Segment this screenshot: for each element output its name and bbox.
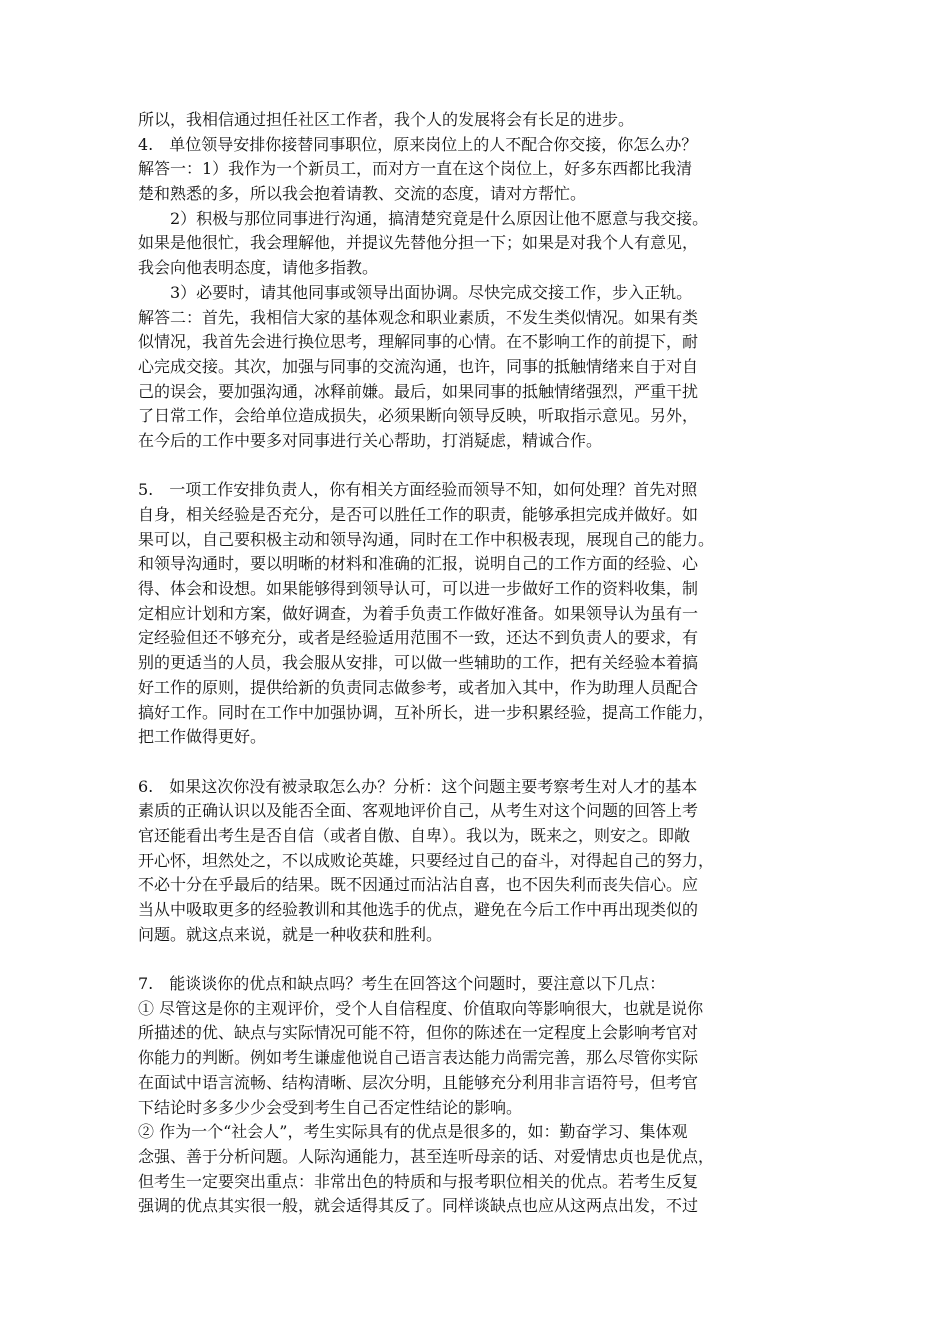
text-line: 别的更适当的人员，我会服从安排，可以做一些辅助的工作，把有关经验本着搞	[138, 653, 699, 673]
text-line: 在今后的工作中要多对同事进行关心帮助，打消疑虑，精诚合作。	[138, 430, 603, 450]
question-5-section	[138, 478, 814, 750]
text-line: 心完成交接。其次，加强与同事的交流沟通，也许，同事的抵触情绪来自于对自	[138, 356, 699, 376]
paragraph-spacer	[138, 750, 814, 775]
text-line: 不必十分在乎最后的结果。既不因通过而沾沾自喜，也不因失利而丧失信心。应	[138, 875, 699, 895]
text-line: 在面试中语言流畅、结构清晰、层次分明，且能够充分利用非言语符号，但考官	[138, 1072, 699, 1092]
text-line: 搞好工作。同时在工作中加强协调，互补所长，进一步积累经验，提高工作能力，	[138, 702, 715, 722]
intro-paragraph	[138, 108, 814, 133]
text-line: 但考生一定要突出重点：非常出色的特质和与报考职位相关的优点。若考生反复	[138, 1171, 699, 1191]
text-line: 所以，我相信通过担任社区工作者，我个人的发展将会有长足的进步。	[138, 110, 635, 129]
text-line: 你能力的判断。例如考生谦虚他说自己语言表达能力尚需完善，那么尽管你实际	[138, 1048, 699, 1068]
text-line: 下结论时多多少少会受到考生自己否定性结论的影响。	[138, 1097, 523, 1117]
text-line: ② 作为一个“社会人”，考生实际具有的优点是很多的，如：勤奋学习、集体观	[138, 1122, 688, 1142]
text-line: 己的误会，要加强沟通，冰释前嫌。最后，如果同事的抵触情绪强烈，严重干扰	[138, 381, 699, 401]
text-line: 如果是他很忙，我会理解他，并提议先替他分担一下；如果是对我个人有意见，	[138, 233, 699, 253]
text-line: 所描述的优、缺点与实际情况可能不符，但你的陈述在一定程度上会影响考官对	[138, 1023, 699, 1043]
text-line: 强调的优点其实很一般，就会适得其反了。同样谈缺点也应从这两点出发，不过	[138, 1196, 699, 1216]
text-line: 素质的正确认识以及能否全面、客观地评价自己，从考生对这个问题的回答上考	[138, 801, 699, 821]
text-line: 和领导沟通时，要以明晰的材料和准确的汇报，说明自己的工作方面的经验、心	[138, 554, 699, 574]
text-line: 念强、善于分析问题。人际沟通能力，甚至连听母亲的话、对爱情忠贞也是优点，	[138, 1146, 715, 1166]
text-line: 我会向他表明态度，请他多指教。	[138, 258, 379, 278]
text-line: 好工作的原则，提供给新的负责同志做参考，或者加入其中，作为助理人员配合	[138, 677, 699, 697]
question-4-heading: 4. 单位领导安排你接替同事职位，原来岗位上的人不配合你交接，你怎么办？	[138, 134, 698, 154]
text-line: 了日常工作，会给单位造成损失，必须果断向领导反映，听取指示意见。另外，	[138, 406, 699, 426]
text-line: 得、体会和设想。如果能够得到领导认可，可以进一步做好工作的资料收集，制	[138, 579, 699, 599]
question-6-section	[138, 775, 814, 948]
question-6-heading: 6. 如果这次你没有被录取怎么办？分析：这个问题主要考察考生对人才的基本	[138, 776, 698, 796]
text-line: 自身，相关经验是否充分，是否可以胜任工作的职责，能够承担完成并做好。如	[138, 505, 699, 524]
question-7-heading: 7. 能谈谈你的优点和缺点吗？考生在回答这个问题时，要注意以下几点：	[138, 974, 666, 994]
text-line: 解答二：首先，我相信大家的基体观念和职业素质，不发生类似情况。如果有类	[138, 307, 699, 327]
question-4-section	[138, 133, 814, 454]
text-line: 问题。就这点来说，就是一种收获和胜利。	[138, 924, 443, 944]
text-line: 开心怀，坦然处之，不以成败论英雄，只要经过自己的奋斗，对得起自己的努力，	[138, 850, 715, 870]
text-line: 3）必要时，请其他同事或领导出面协调。尽快完成交接工作，步入正轨。	[138, 282, 693, 302]
text-line: 楚和熟悉的多，所以我会抱着请教、交流的态度，请对方帮忙。	[138, 184, 587, 204]
question-5-heading: 5. 一项工作安排负责人，你有相关方面经验而领导不知，如何处理？首先对照	[138, 480, 698, 500]
text-line: 解答一：1）我作为一个新员工，而对方一直在这个岗位上，好多东西都比我清	[138, 159, 693, 179]
text-line: 当从中吸取更多的经验教训和其他选手的优点，避免在今后工作中再出现类似的	[138, 900, 699, 919]
question-7-section	[138, 972, 814, 1219]
text-line: 官还能看出考生是否自信（或者自傲、自卑）。我以为，既来之，则安之。即敞	[138, 825, 691, 845]
text-line: 似情况，我首先会进行换位思考，理解同事的心情。在不影响工作的前提下，耐	[138, 332, 699, 352]
text-line: 2）积极与那位同事进行沟通，搞清楚究竟是什么原因让他不愿意与我交接。	[138, 208, 709, 228]
text-line: 定经验但还不够充分，或者是经验适用范围不一致，还达不到负责人的要求，有	[138, 628, 699, 648]
text-line: 果可以，自己要积极主动和领导沟通，同时在工作中积极表现，展现自己的能力。	[138, 529, 715, 549]
paragraph-spacer	[138, 454, 814, 479]
paragraph-spacer	[138, 947, 814, 972]
text-line: 把工作做得更好。	[138, 727, 267, 747]
text-line: 定相应计划和方案，做好调查，为着手负责工作做好准备。如果领导认为虽有一	[138, 603, 699, 623]
text-line: ① 尽管这是你的主观评价，受个人自信程度、价值取向等影响很大，也就是说你	[138, 998, 704, 1018]
